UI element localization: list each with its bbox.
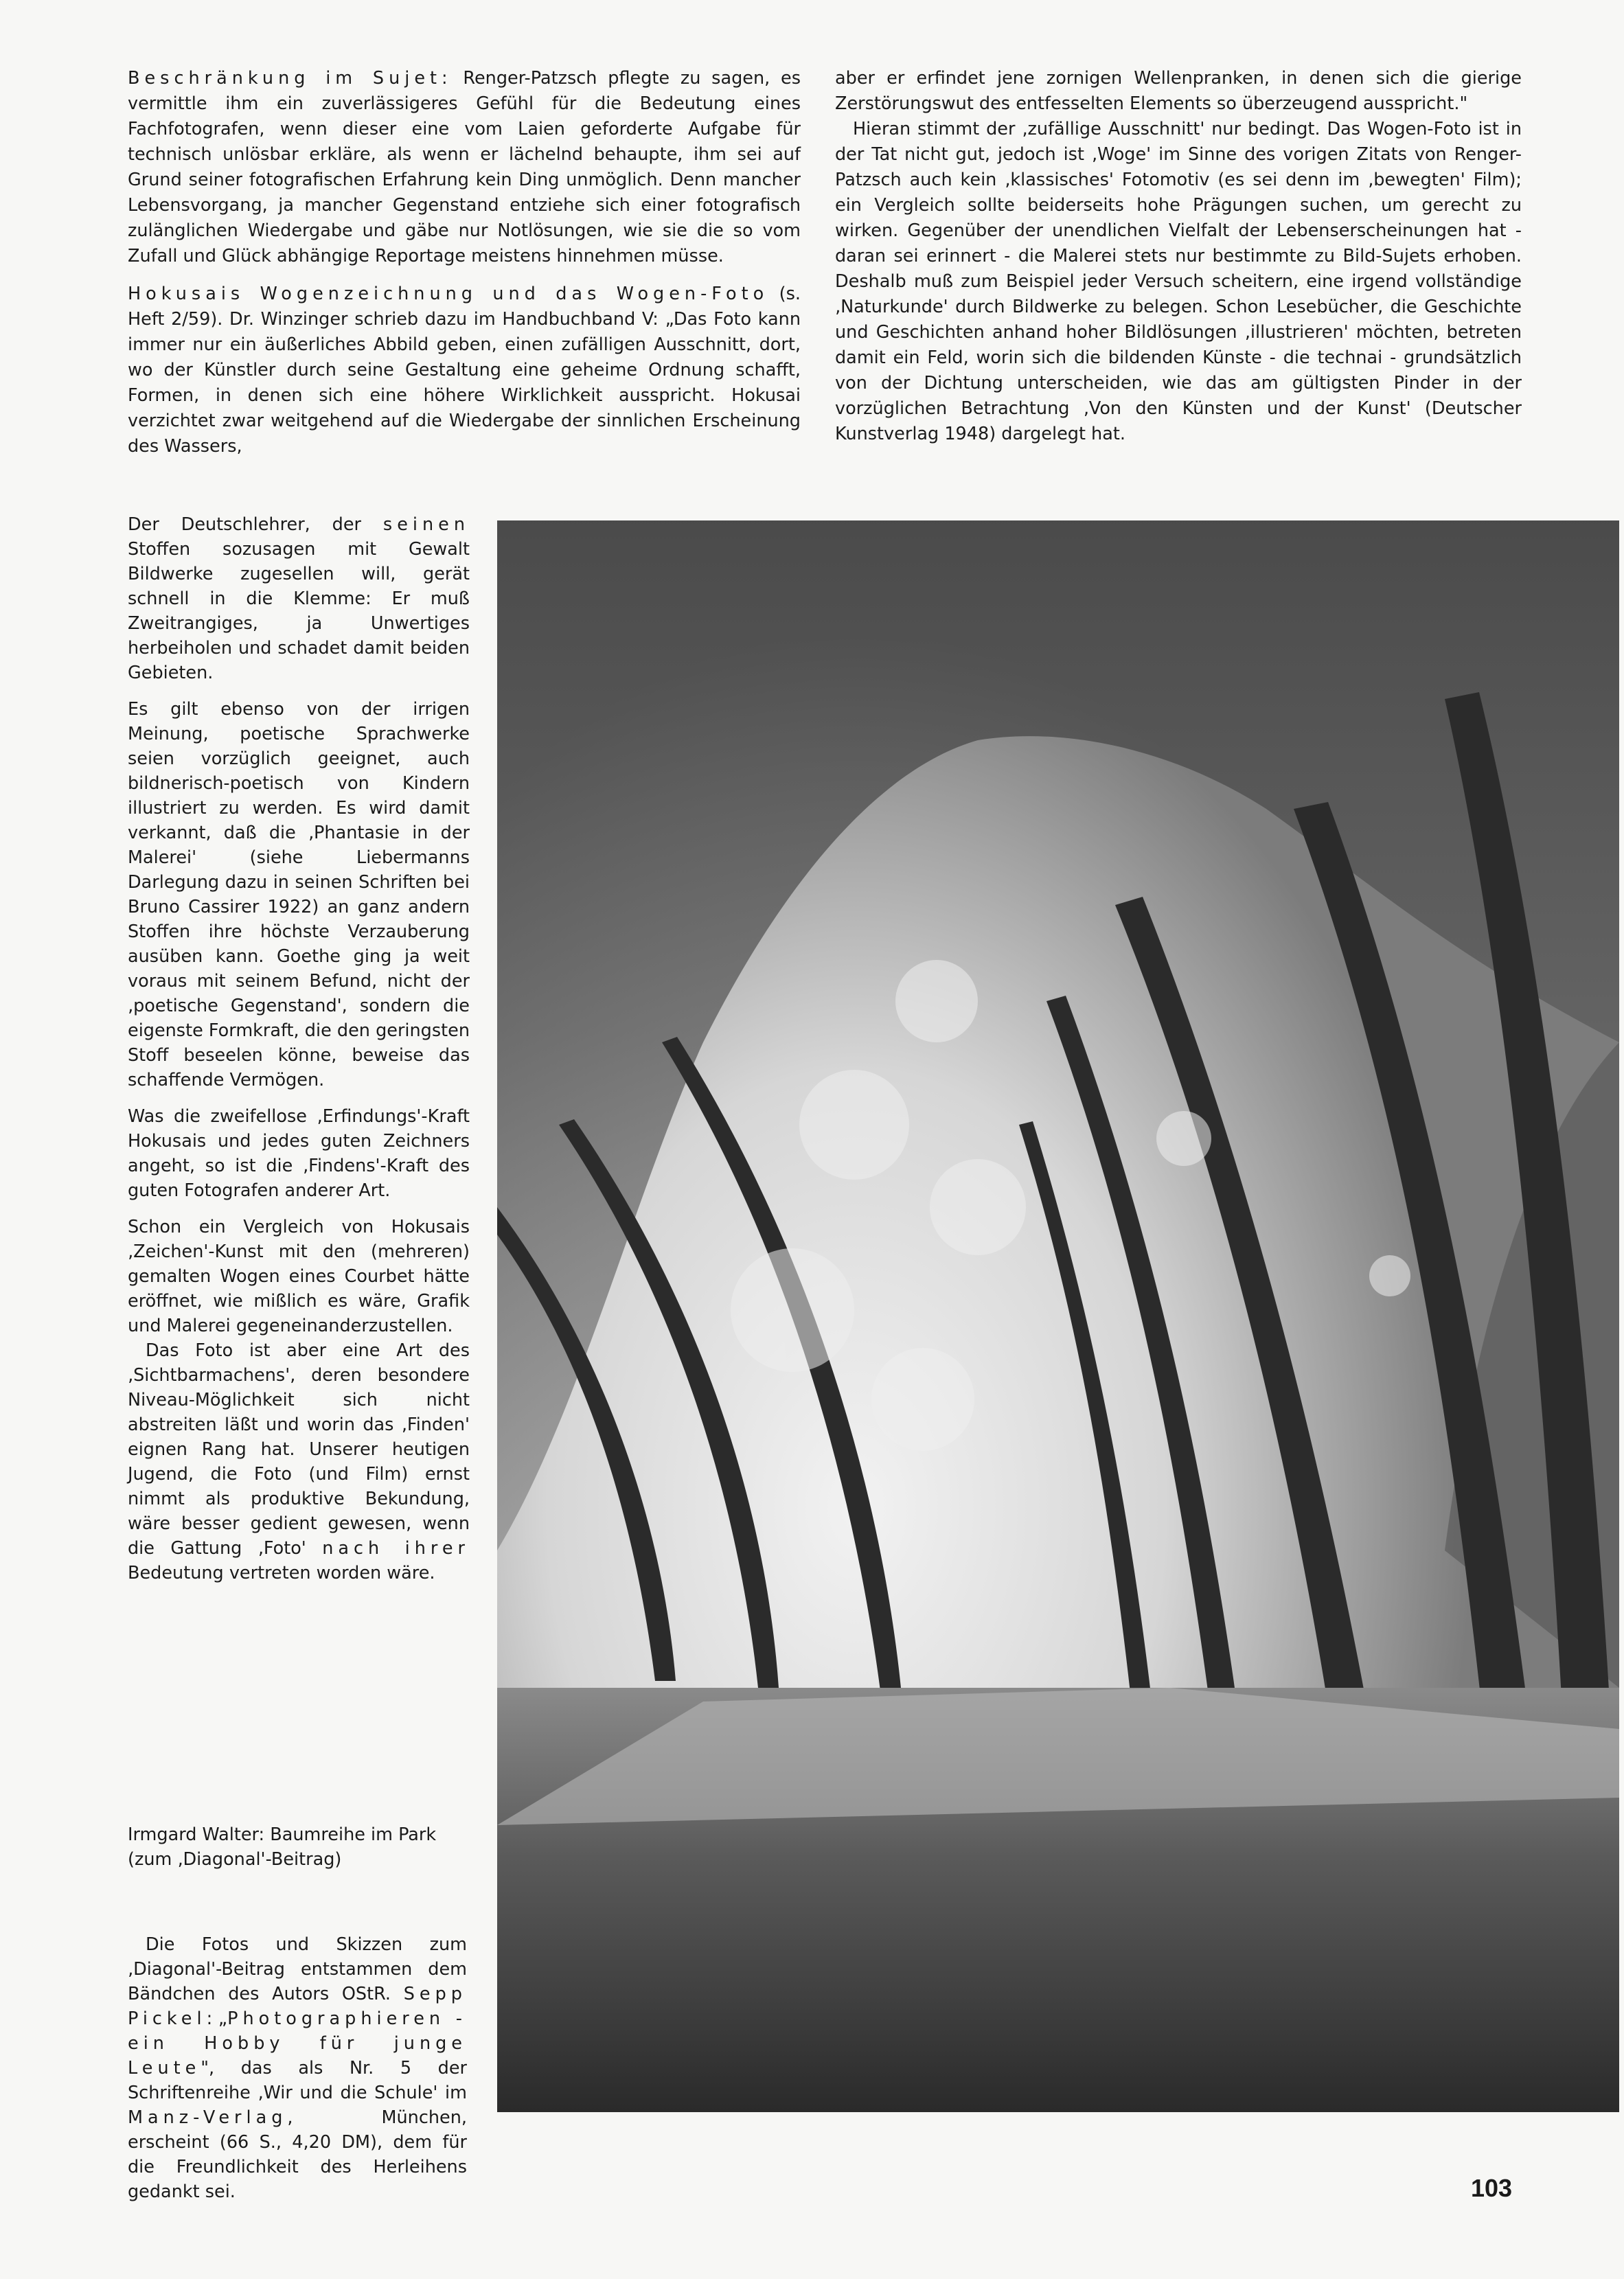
paragraph-beschraenkung [128,66,801,269]
text-part: : „ [206,2008,228,2029]
caption-author: Irmgard Walter: [128,1824,265,1845]
caption-line [128,1822,457,1847]
tree-avenue-photo [497,520,1619,2112]
top-right-column [835,66,1522,447]
credits-author: Sepp Pickel [128,1984,467,2029]
photo-drawing [497,520,1619,2112]
spaced-word: nach ihrer [322,1538,470,1559]
text-part: ", das als Nr. 5 der Schriftenreihe ‚Wir und die Schule' im [128,2058,467,2103]
paragraph-erfindungskraft: Was die zweifellose ‚Erfindungs'-Kraft Hokusais und jedes guten Zeichners angeht, so ist die ‚Findens'-Kraft des guten Fotografen anderer Art. [128,1106,470,1201]
text-part: Das Foto ist aber eine Art des ‚Sichtbarmachens', deren besondere Niveau-Möglichkeit sich nicht abstreiten läßt und worin das ‚Finden' eignen Rang hat. Unserer heutigen Jugend, die Foto (und Film) ernst nimmt als produktive Bekundung, wäre besser gedient gewesen, wenn die Gattung ‚Foto' [128,1340,470,1559]
text-part: Stoffen sozusagen mit Gewalt Bildwerke zugesellen will, gerät schnell in die Klemme: Er muß Zweitrangiges, ja Unwertiges herbeiholen und schadet damit beiden Gebieten. [128,539,470,683]
credits-publisher: Manz-Verlag [128,2107,288,2128]
paragraph-vergleich: Schon ein Vergleich von Hokusais ‚Zeichen'-Kunst mit den (mehreren) gemalten Wogen eines Courbet hätte eröffnet, wie mißlich es wäre, Grafik und Malerei gegeneinanderzustellen. [128,1217,470,1336]
lead-hokusai: Hokusais Wogenzeichnung und das Wogen-Foto [128,284,769,304]
lead-beschraenkung: Beschränkung im Sujet: [128,68,453,89]
paragraph-irrige-meinung: Es gilt ebenso von der irrigen Meinung, poetische Sprachwerke seien vorzüglich geeignet, auch bildnerisch-poetisch von Kindern illustriert zu werden. Es wird damit verkannt, daß die ‚Phantasie in der Malerei' (siehe Liebermanns Darlegung dazu in seinen Schriften bei Bruno Cassirer 1922) an ganz andern Stoffen ihre höchste Verzauberung ausüben kann. Goethe ging ja weit voraus mit seinem Befund, nicht der ‚poetische Gegenstand', sondern die eigenste Formkraft, die den geringsten Stoff beseelen könne, beweise das schaffende Vermögen. [128,699,470,1090]
text-part: Bedeutung vertreten worden wäre. [128,1563,435,1583]
caption-note: (zum ‚Diagonal'-Beitrag) [128,1849,342,1870]
text-part: Die Fotos und Skizzen zum ‚Diagonal'-Beitrag entstammen dem Bändchen des Autors OStR. [128,1934,467,2004]
paragraph-sichtbarmachen [128,1338,470,1585]
paragraph-hokusai [128,282,801,459]
credits-paragraph [128,1932,467,2204]
body-beschraenkung: Renger-Patzsch pflegte zu sagen, es vermittle ihm ein zuverlässigeres Gefühl für die Bedeutung eines Fachfotografen, wenn dieser eine vom Laien geforderte Aufgabe für technisch unlösbar erkläre, als wenn er lächelnd behaupte, ihm sei auf Grund seiner fotografischen Erfahrung kein Ding unmöglich. Denn mancher Lebensvorgang, ja mancher Gegenstand entziehe sich einer fotografisch zulänglichen Wiedergabe und gäbe nur Notlösungen, wie sie die so vom Zufall und Glück abhängige Reportage meistens hinnehmen müsse. [128,68,801,266]
paragraph-deutschlehrer [128,512,470,685]
page-number: 103 [1471,2174,1513,2202]
top-left-column [128,66,801,472]
credits-book-title: Photographieren - ein Hobby für junge Leute [128,2008,467,2078]
paragraph-wellenpranken: aber er erfindet jene zornigen Wellenpranken, in denen sich die gierige Zerstörungswut des entfesselten Elements so überzeugend ausspricht." [835,68,1522,114]
body-hokusai: (s. Heft 2/59). Dr. Winzinger schrieb dazu im Handbuchband V: „Das Foto kann immer nur ein äußerliches Abbild geben, einen zufälligen Ausschnitt, dort, wo der Künstler durch seine Gestaltung eine geheime Ordnung schafft, Formen, in denen sich eine höhere Wirklichkeit ausspricht. Hokusai verzichtet zwar weitgehend auf die Wiedergabe der sinnlichen Erscheinung des Wassers, [128,284,801,457]
side-column [128,512,470,1585]
caption-title: Baumreihe im Park [264,1824,437,1845]
photo-credits [128,1932,467,2204]
spaced-word: seinen [382,514,470,535]
photo-caption [128,1822,457,1872]
paragraph-zufaelliger-ausschnitt: Hieran stimmt der ‚zufällige Ausschnitt' nur bedingt. Das Wogen-Foto ist in der Tat nicht gut, jedoch ist ‚Woge' im Sinne des vorigen Zitats von Renger-Patzsch auch kein ‚klassisches' Fotomotiv (es sei denn im ‚bewegten' Film); ein Vergleich sollte beiderseits hohe Prägungen suchen, um gerecht zu wirken. Gegenüber der unendlichen Vielfalt der Lebenserscheinungen hat - daran sei erinnert - die Malerei stets nur bestimmte zu Bild-Sujets erhoben. Deshalb muß zum Beispiel jeder Versuch scheitern, eine irgend vollständige ‚Naturkunde' durch Bildwerke zu belegen. Schon Lesebücher, die Geschichte und Geschichten anhand hoher Bildlösungen ‚illustrieren' möchten, betreten damit ein Feld, worin sich die bildenden Künste - die technai - grundsätzlich von der Dichtung unterscheiden, wie das am gültigsten Pinder in der vorzüglichen Betrachtung ‚Von den Künsten und der Kunst' (Deutscher Kunstverlag 1948) dargelegt hat. [835,119,1522,444]
text-part: Der Deutschlehrer, der [128,514,383,535]
text-part: , München, erscheint (66 S., 4,20 DM), dem für die Freundlichkeit des Herleihens gedankt sei. [128,2107,467,2202]
